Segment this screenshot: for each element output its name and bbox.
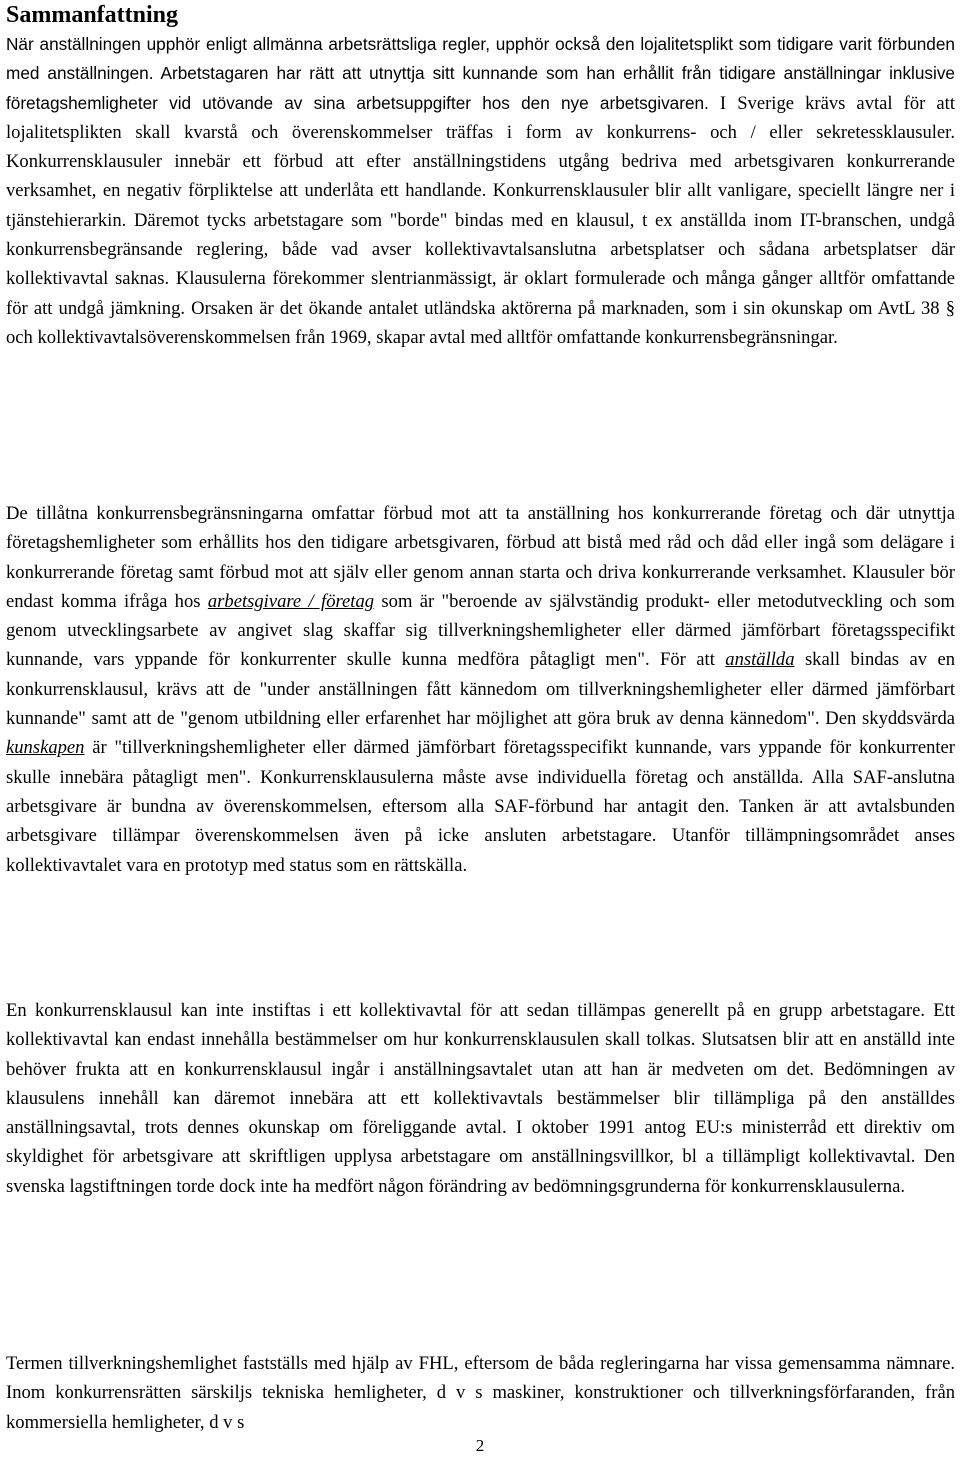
emphasized-term: kunskapen [6, 737, 85, 759]
paragraph-sentence: skall bindas av en konkurrensklausul, krävs att de "under anställningen fått kännedom om tillverkningshemligheter eller därmed jämförbart kunnande" samt att de "genom utbildning eller erfarenhet har möjlighet att göra bruk av denna kännedom". Den skyddsvärda [6, 649, 955, 730]
paragraph-sentence: är "tillverkningshemligheter eller därmed jämförbart företagsspecifikt kunnande, vars yppande för konkurrenter skulle innebära påtagligt men". Konkurrensklausulerna måste avse individuella företag och anställda. Alla SAF-anslutna arbetsgivare är bundna av överenskommelsen, eftersom alla SAF-förbund har antagit den. Tanken är att avtalsbunden arbetsgivare tillämpar överenskommelsen även på icke ansluten arbetstagare. Utanför tillämpningsområdet anses kollektivavtalet vara en prototyp med status som en rättskälla. [6, 737, 955, 876]
paragraph-sentence: Konkurrensklausuler innebär ett förbud att efter anställningstidens utgång bedriva med arbetsgivaren konkurrerande verksamhet, en negativ förpliktelse att underlåta ett handlande. Konkurrensklausuler blir allt vanligare, speciellt längre ner i tjänstehierarkin. Däremot tycks arbetstagare som "borde" bindas med en klausul, t ex anställda inom IT-branschen, undgå konkurrensbegränsande reglering, både vad avser kollektivavtalsanslutna arbetsplatser och sådana arbetsplatser där kollektivavtal saknas. Klausulerna förekommer slentrianmässigt, är oklart formulerade och många gånger alltför omfattande för att undgå jämkning. Orsaken är det ökande antalet utländska aktörerna på marknaden, som i sin okunskap om AvtL 38 § och kollektivavtalsöverenskommelsen från 1969, skapar avtal med alltför omfattande konkurrensbegränsningar. [6, 151, 955, 348]
paragraph-sentence: När anställningen upphör enligt allmänna arbetsrättsliga regler, upphör också den lojalitetsplikt som tidigare varit förbunden med anställningen. Arbetstagaren har rätt att utnyttja sitt kunnande som han erhållit från tidigare anställningar inklusive företagshemligheter vid utövande av sina arbetsuppgifter hos den nye arbetsgivaren. [6, 34, 955, 113]
emphasized-term: arbetsgivare / företag [207, 590, 375, 612]
paragraph-trade-secret-term: Termen tillverkningshemlighet fastställs med hjälp av FHL, eftersom de båda regleringarna har vissa gemensamma nämnare. Inom konkurrensrätten särskiljs tekniska hemligheter, d v s maskiner, konstruktioner och tillverkningsförfaranden, från kommersiella hemligheter, d v s [6, 1353, 955, 1433]
page-number: 2 [475, 1436, 485, 1455]
paragraph-collective-agreement: En konkurrensklausul kan inte instiftas i ett kollektivavtal för att sedan tillämpas generellt på en grupp arbetstagare. Ett kollektivavtal kan endast innehålla bestämmelser om hur konkurrensklausulen skall tolkas. Slutsatsen blir att en anställd inte behöver frukta att en konkurrensklausul ingår i anställningsavtalet utan att han är medveten om det. Bedömningen av klausulens innehåll kan däremot innebära att ett kollektivavtals bestämmelser blir tillämpliga på den anställdes anställningsavtal, trots dennes okunskap om föreliggande avtal. I oktober 1991 antog EU:s ministerråd ett direktiv om skyldighet för arbetsgivare att skriftligen upplysa arbetstagare om anställningsvillkor, bl a tillämpligt kollektivavtal. Den svenska lagstiftningen torde dock inte ha medfört någon förändring av bedömningsgrunderna för konkurrensklausulerna. [6, 1000, 955, 1197]
page-title: Sammanfattning [6, 2, 179, 28]
emphasized-term: anställda [725, 649, 795, 671]
paragraph-sentence: De tillåtna konkurrensbegränsningarna omfattar förbud mot att ta anställning hos konkurrerande företag och där utnyttja företagshemligheter som erhållits hos den tidigare arbetsgivaren, förbud att bistå med råd och dåd eller ingå som delägare i konkurrerande företag samt förbud mot att själv eller genom annan starta och driva konkurrerande verksamhet. Klausuler bör endast komma ifråga hos [6, 503, 955, 612]
paragraph-sentence: I Sverige krävs avtal för att lojalitetsplikten skall kvarstå och överenskommelser träffas i form av konkurrens- och / eller sekretessklausuler. [6, 92, 955, 143]
paragraph-permitted-restrictions [6, 499, 955, 880]
paragraph-summary-intro [6, 30, 955, 352]
paragraph-sentence: som är "beroende av självständig produkt- eller metodutveckling och som genom utvecklingsarbete av angivet slag skaffar sig tillverkningshemligheter eller därmed jämförbart företagsspecifikt kunnande, vars yppande för konkurrenter skulle kunna medföra påtagligt men". För att [6, 590, 955, 671]
